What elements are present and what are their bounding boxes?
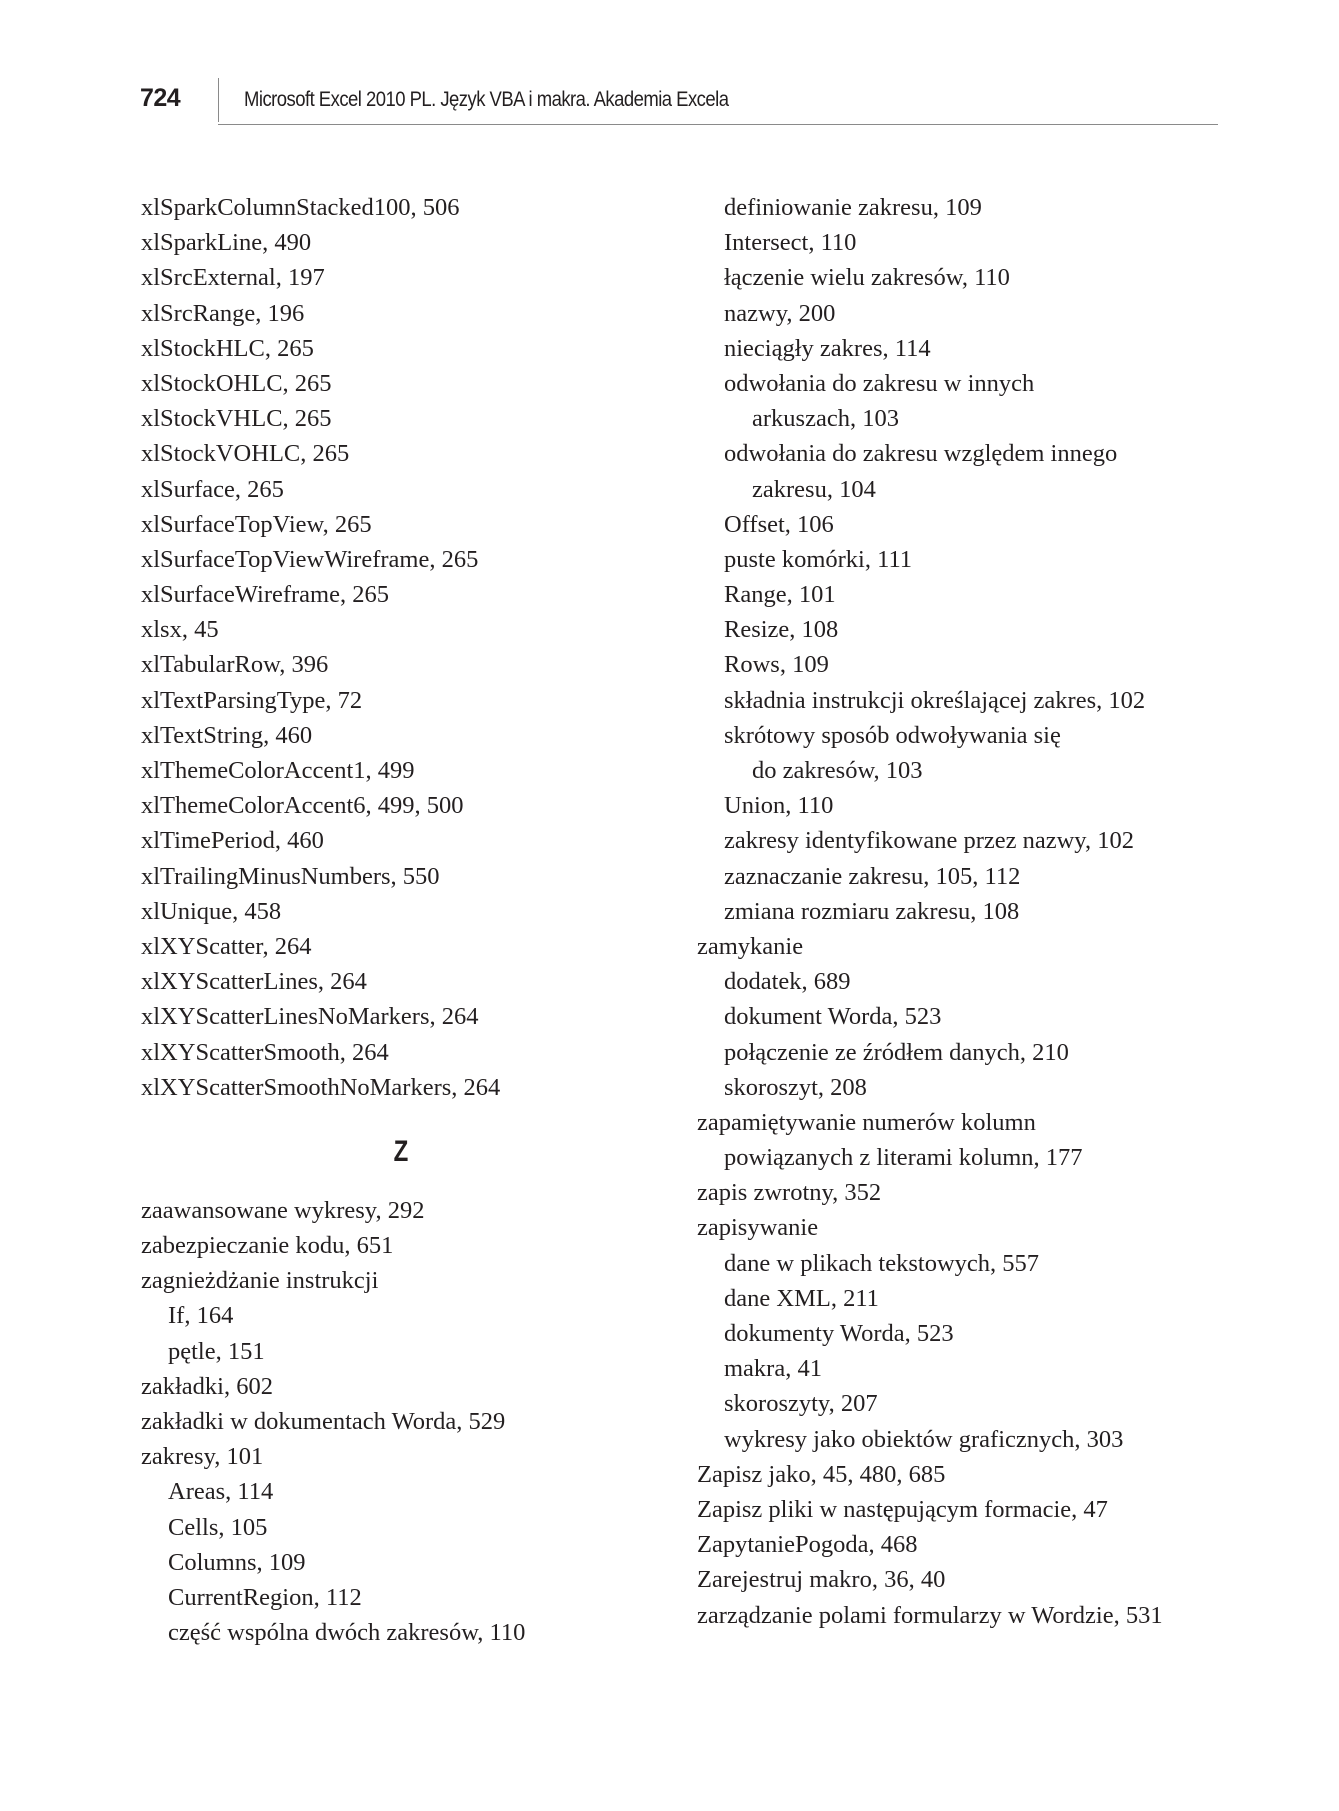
index-entry: xlSurfaceWireframe, 265: [141, 581, 389, 609]
index-column-left: [141, 190, 681, 1650]
index-subentry: nieciągły zakres, 114: [724, 334, 931, 362]
index-entry: xlXYScatterSmooth, 264: [141, 1038, 389, 1066]
index-entry: xlXYScatterLinesNoMarkers, 264: [141, 1003, 479, 1031]
index-entry: zapisywanie: [697, 1214, 819, 1242]
index-entry: xlThemeColorAccent1, 499: [141, 757, 415, 784]
header-divider: [218, 78, 219, 122]
index-entry: zakładki, 602: [141, 1372, 273, 1400]
index-entry: Zapisz jako, 45, 480, 685: [697, 1460, 946, 1488]
index-subentry: skoroszyt, 208: [724, 1073, 867, 1101]
index-subentry: zakresy identyfikowane przez nazwy, 102: [724, 827, 1134, 855]
index-subentry: dane XML, 211: [724, 1284, 879, 1312]
index-entry: zamykanie: [697, 932, 804, 960]
index-entry: zakresy, 101: [141, 1443, 264, 1471]
index-entry: xlSparkColumnStacked100, 506: [141, 194, 460, 221]
index-entry: xlStockVHLC, 265: [141, 405, 332, 433]
index-entry: xlXYScatterSmoothNoMarkers, 264: [141, 1073, 501, 1101]
index-subentry: Rows, 109: [724, 651, 829, 679]
index-entry: zagnieżdżanie instrukcji: [141, 1267, 379, 1295]
index-subentry: zakresu, 104: [752, 475, 876, 503]
index-subentry: wykresy jako obiektów graficznych, 303: [724, 1425, 1124, 1453]
index-entry: xlTextString, 460: [141, 721, 313, 749]
index-subentry: dodatek, 689: [724, 968, 851, 996]
index-subentry: skoroszyty, 207: [724, 1390, 878, 1418]
index-entry: xlsx, 45: [141, 616, 219, 644]
index-subentry: zmiana rozmiaru zakresu, 108: [724, 897, 1020, 925]
index-entry: zarządzanie polami formularzy w Wordzie, 531: [697, 1601, 1163, 1629]
index-entry: xlSrcExternal, 197: [141, 264, 325, 292]
index-entry: xlThemeColorAccent6, 499, 500: [141, 792, 464, 820]
index-entry: Zapisz pliki w następującym formacie, 47: [697, 1495, 1108, 1523]
index-entry: Zarejestruj makro, 36, 40: [697, 1566, 946, 1594]
index-entry: xlUnique, 458: [141, 897, 282, 925]
index-subentry: Columns, 109: [168, 1548, 306, 1576]
index-entry: zabezpieczanie kodu, 651: [141, 1232, 394, 1260]
index-subentry: dokument Worda, 523: [724, 1003, 942, 1031]
index-subentry: CurrentRegion, 112: [168, 1583, 362, 1611]
index-subentry: arkuszach, 103: [752, 405, 899, 433]
index-entry: ZapytaniePogoda, 468: [697, 1531, 918, 1559]
index-entry: xlStockVOHLC, 265: [141, 440, 350, 468]
index-entry: xlSurfaceTopView, 265: [141, 510, 372, 538]
index-entry: xlSurfaceTopViewWireframe, 265: [141, 545, 479, 573]
index-subentry: połączenie ze źródłem danych, 210: [724, 1038, 1069, 1066]
index-subentry: zaznaczanie zakresu, 105, 112: [724, 862, 1021, 890]
index-subentry: Range, 101: [724, 581, 836, 609]
index-subentry: definiowanie zakresu, 109: [724, 194, 982, 221]
index-entry: zakładki w dokumentach Worda, 529: [141, 1408, 506, 1435]
index-entry: zaawansowane wykresy, 292: [141, 1196, 425, 1224]
header-rule: [218, 124, 1218, 125]
index-subentry: nazwy, 200: [724, 299, 836, 327]
index-entry: zapamiętywanie numerów kolumn: [697, 1108, 1036, 1136]
index-subentry: dokumenty Worda, 523: [724, 1320, 954, 1347]
index-subentry: puste komórki, 111: [724, 545, 913, 573]
index-entries-z: [141, 1193, 681, 1650]
index-subentry: składnia instrukcji określającej zakres, 102: [724, 686, 1146, 714]
index-entry: xlSurface, 265: [141, 475, 284, 503]
index-subentry: odwołania do zakresu względem innego: [724, 440, 1118, 468]
index-subentry: dane w plikach tekstowych, 557: [724, 1249, 1040, 1277]
index-subentry: część wspólna dwóch zakresów, 110: [168, 1619, 526, 1647]
index-entry: xlTextParsingType, 72: [141, 686, 363, 714]
index-subentry: Areas, 114: [168, 1478, 274, 1506]
index-entry: xlStockHLC, 265: [141, 334, 314, 362]
index-entry: xlSrcRange, 196: [141, 299, 305, 327]
index-subentry: Intersect, 110: [724, 229, 857, 257]
page-number: 724: [140, 84, 181, 112]
index-subentry: Resize, 108: [724, 616, 839, 644]
index-subentry: Cells, 105: [168, 1513, 268, 1541]
index-subentry: pętle, 151: [168, 1337, 265, 1365]
index-subentry: skrótowy sposób odwoływania się: [724, 721, 1061, 749]
index-column-right: [697, 190, 1257, 1633]
index-entries-z-continued: [697, 190, 1257, 1633]
section-letter-z: Z: [393, 1134, 409, 1168]
index-entry: xlXYScatterLines, 264: [141, 968, 367, 996]
index-subentry: makra, 41: [724, 1355, 822, 1383]
index-entry: xlXYScatter, 264: [141, 932, 312, 960]
page-header: [140, 78, 1220, 128]
index-entry: xlTabularRow, 396: [141, 651, 329, 679]
index-entry: xlTrailingMinusNumbers, 550: [141, 862, 440, 890]
index-subentry: Offset, 106: [724, 510, 834, 538]
index-subentry: do zakresów, 103: [752, 757, 923, 784]
index-subentry: łączenie wielu zakresów, 110: [724, 264, 1010, 292]
index-subentry: powiązanych z literami kolumn, 177: [724, 1144, 1083, 1172]
running-title: Microsoft Excel 2010 PL. Język VBA i makra. Akademia Excela: [244, 88, 729, 111]
index-entry: xlSparkLine, 490: [141, 229, 312, 257]
index-entry: xlStockOHLC, 265: [141, 369, 332, 397]
index-subentry: If, 164: [168, 1302, 234, 1330]
index-entries-x: [141, 190, 681, 1105]
index-subentry: odwołania do zakresu w innych: [724, 369, 1035, 397]
index-entry: xlTimePeriod, 460: [141, 827, 324, 855]
index-entry: zapis zwrotny, 352: [697, 1179, 882, 1207]
index-subentry: Union, 110: [724, 792, 834, 820]
